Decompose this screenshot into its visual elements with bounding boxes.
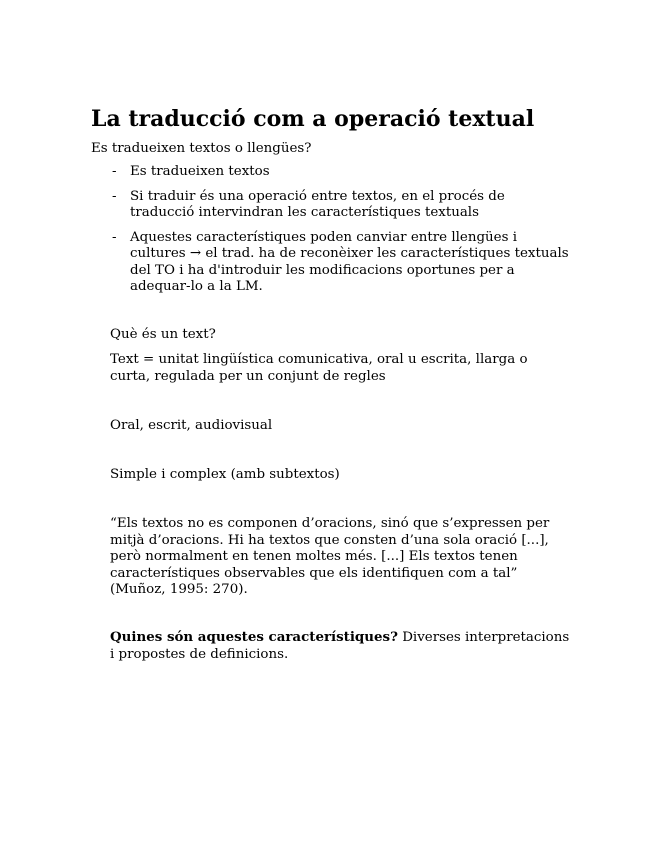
closing-bold-question: Quines són aquestes característiques? <box>110 629 398 645</box>
text-question: Què és un text? <box>110 327 216 342</box>
closing-text: Diverses interpretacions i propostes de definicions. <box>110 630 570 662</box>
intro-question: Es tradueixen textos o llengües? <box>91 141 312 156</box>
text-definition: Text = unitat lingüística comunicativa, oral u escrita, llarga o curta, regulada per un conjunt de regles <box>110 352 528 384</box>
list-item: - Si traduir és una operació entre textos, en el procés de traducció intervindran les característiques textuals <box>112 189 572 222</box>
closing-paragraph <box>110 629 570 663</box>
list-item: - Es tradueixen textos <box>112 164 572 181</box>
text-complexity: Simple i complex (amb subtextos) <box>110 467 340 482</box>
page-title: La traducció com a operació textual <box>91 106 535 132</box>
quote-paragraph: “Els textos no es componen d’oracions, sinó que s’expressen per mitjà d’oracions. Hi ha textos que consten d’una sola oració [...], però normalment en tenen moltes més. [...] Els textos tenen característiques observables que els identifiquen com a tal” (Muñoz, 1995: 270). <box>110 516 550 597</box>
bullet-list <box>112 164 572 296</box>
list-item: - Aquestes característiques poden canviar entre llengües i cultures → el trad. ha de reconèixer les característiques textuals del TO i ha d'introduir les modificacions oportunes per a adequar-lo a la LM. <box>112 230 572 296</box>
text-modes: Oral, escrit, audiovisual <box>110 418 273 433</box>
